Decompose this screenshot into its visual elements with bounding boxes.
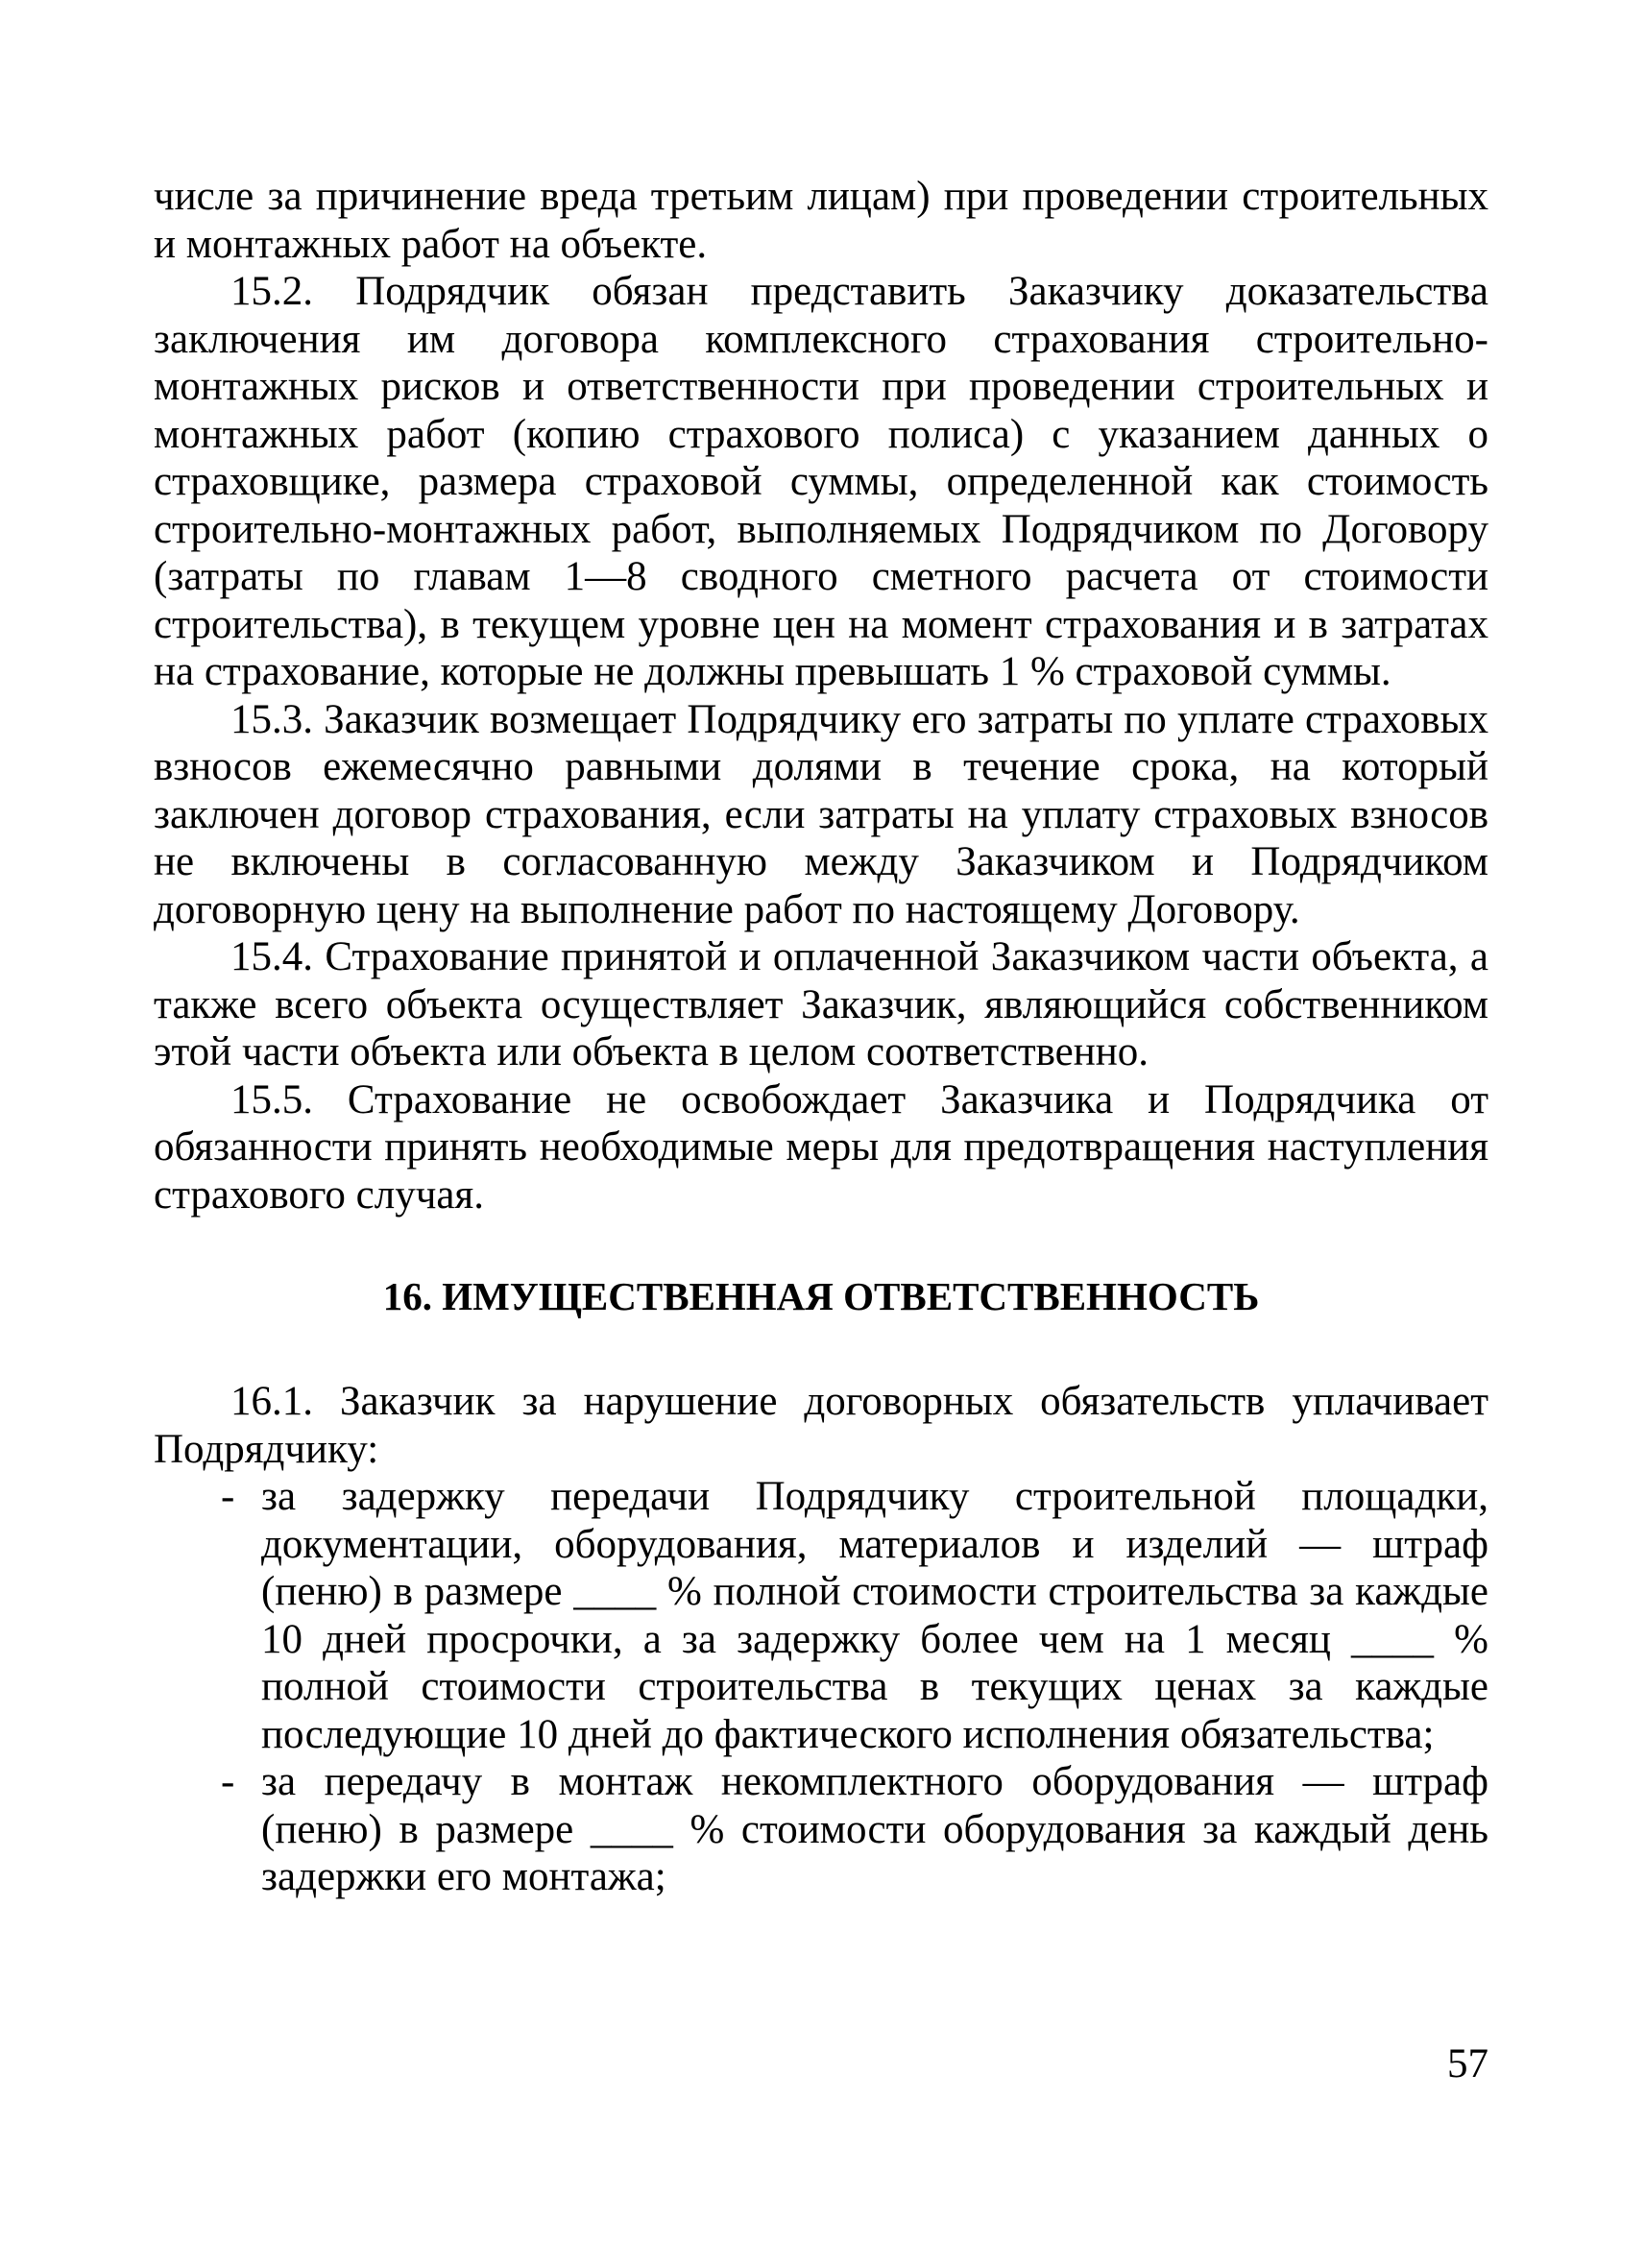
paragraph-15-4: 15.4. Страхование принятой и оплаченной Заказчиком части объекта, а также всего объекта осуществляет Заказчик, являющийся собственником этой части объекта или объекта в целом соответственно.	[154, 934, 1488, 1074]
list-item	[154, 1473, 1488, 1758]
paragraph-15-3: 15.3. Заказчик возмещает Подрядчику его затраты по уплате страховых взносов ежемесячно равными долями в течение срока, на который заключен договор страхования, если затраты на уплату страховых взносов не включены в согласованную между Заказчиком и Подрядчиком договорную цену на выполнение работ по настоящему Договору.	[154, 696, 1488, 932]
list-item	[154, 1758, 1488, 1901]
paragraph-16-1: 16.1. Заказчик за нарушение договорных обязательств уплачивает Подрядчику:	[154, 1379, 1488, 1472]
list-item-text: за задержку передачи Подрядчику строительной площадки, документации, оборудования, материалов и изделий — штраф (пеню) в размере ____ % полной стоимости строительства за каждые 10 дней просрочки, а за задержку более чем на 1 месяц ____ % полной стоимости строительства в текущих ценах за каждые последующие 10 дней до фактического исполнения обязательства;	[261, 1474, 1488, 1757]
list-item-text: за передачу в монтаж некомплектного оборудования — штраф (пеню) в размере ____ % стоимости оборудования за каждый день задержки его монтажа;	[261, 1759, 1488, 1899]
page-number: 57	[1447, 2041, 1488, 2087]
paragraph-15-2: 15.2. Подрядчик обязан представить Заказчику доказательства заключения им договора комплексного страхования строительно-монтажных рисков и ответственности при проведении строительных и монтажных работ (копию страхового полиса) с указанием данных о страховщике, размера страховой суммы, определенной как стоимость строительно-монтажных работ, выполняемых Подрядчиком по Договору (затраты по главам 1—8 сводного сметного расчета от стоимости строительства), в текущем уровне цен на момент страхования и в затратах на страхование, которые не должны превышать 1 % страховой суммы.	[154, 269, 1488, 694]
list-dash: -	[221, 1474, 235, 1519]
paragraph-continuation: числе за причинение вреда третьим лицам) при проведении строительных и монтажных работ на объекте.	[154, 174, 1488, 267]
obligations-list	[154, 1473, 1488, 1901]
section-heading: 16. ИМУЩЕСТВЕННАЯ ОТВЕТСТВЕННОСТЬ	[382, 1274, 1260, 1318]
list-dash: -	[221, 1759, 235, 1804]
document-page	[154, 173, 1488, 1901]
paragraph-15-5: 15.5. Страхование не освобождает Заказчика и Подрядчика от обязанности принять необходимые меры для предотвращения наступления страхового случая.	[154, 1076, 1488, 1218]
